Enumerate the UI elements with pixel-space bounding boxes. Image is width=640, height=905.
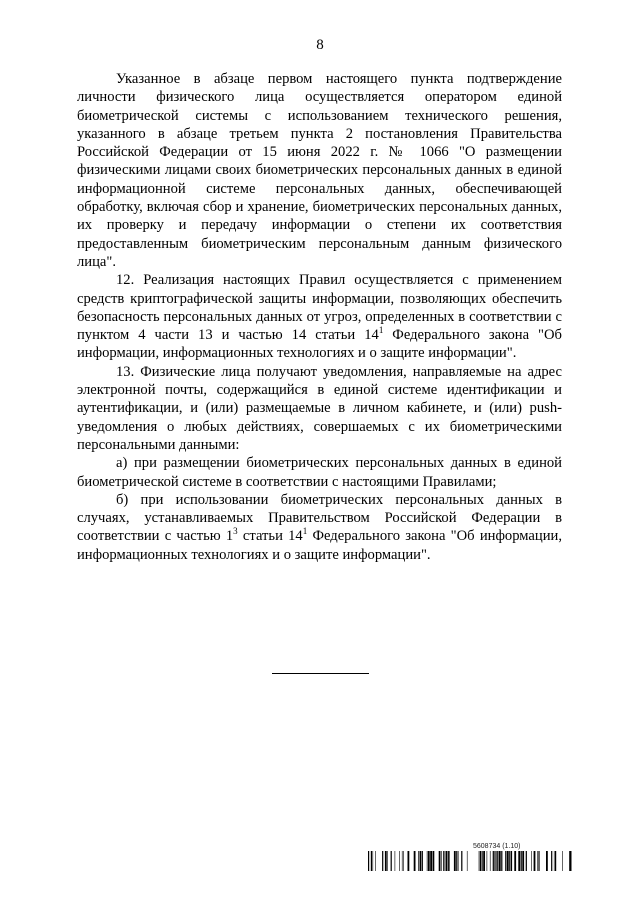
paragraph-p1: Указанное в абзаце первом настоящего пункта подтверждение личности физического лица осуществляется оператором единой биометрической системы с использованием технического решения, указанного в абзаце третьем пункта 2 постановления Правительства Российской Федерации от 15 июня 2022 г. № 1066 "О размещении физическими лицами своих биометрических персональных данных в единой информационной системе персональных данных, обеспечивающей обработку, включая сбор и хранение, биометрических персональных данных, их проверку и передачу информации о степени их соответствия предоставленным биометрическим персональным данным физического лица". bbox=[77, 71, 562, 270]
barcode-icon bbox=[368, 851, 572, 871]
superscript: 1 bbox=[378, 325, 384, 336]
superscript: 3 bbox=[233, 526, 238, 537]
end-divider-line bbox=[272, 673, 369, 674]
paragraph-p3: 13. Физические лица получают уведомления, направляемые на адрес электронной почты, содержащийся в единой системе идентификации и аутентификации, и (или) размещаемые в личном кабинете, и (или) push-уведомления о любых действиях, совершаемых с их биометрическими персональными данными: bbox=[77, 363, 562, 453]
page-number: 8 bbox=[316, 37, 324, 53]
paragraph-p2: 12. Реализация настоящих Правил осуществляется с применением средств криптографической защиты информации, позволяющих обеспечить безопасность персональных данных от угроз, определенных в соответствии с пунктом 4 части 13 и частью 14 статьи $14^1$ Федерального закона "Об информации, информационных технологиях и о защите информации". bbox=[77, 272, 562, 362]
document-body bbox=[77, 70, 562, 564]
barcode-label: 5608734 (1.10) bbox=[473, 843, 521, 850]
superscript: 1 bbox=[302, 526, 308, 537]
paragraph-p5: б) при использовании биометрических персональных данных в случаях, устанавливаемых Правительством Российской Федерации в соответствии с частью $1^3$ статьи $14^1$ Федерального закона "Об информации, информационных технологиях и о защите информации". bbox=[77, 491, 562, 563]
paragraph-p4: а) при размещении биометрических персональных данных в единой биометрической системе в соответствии с настоящими Правилами; bbox=[77, 455, 562, 490]
